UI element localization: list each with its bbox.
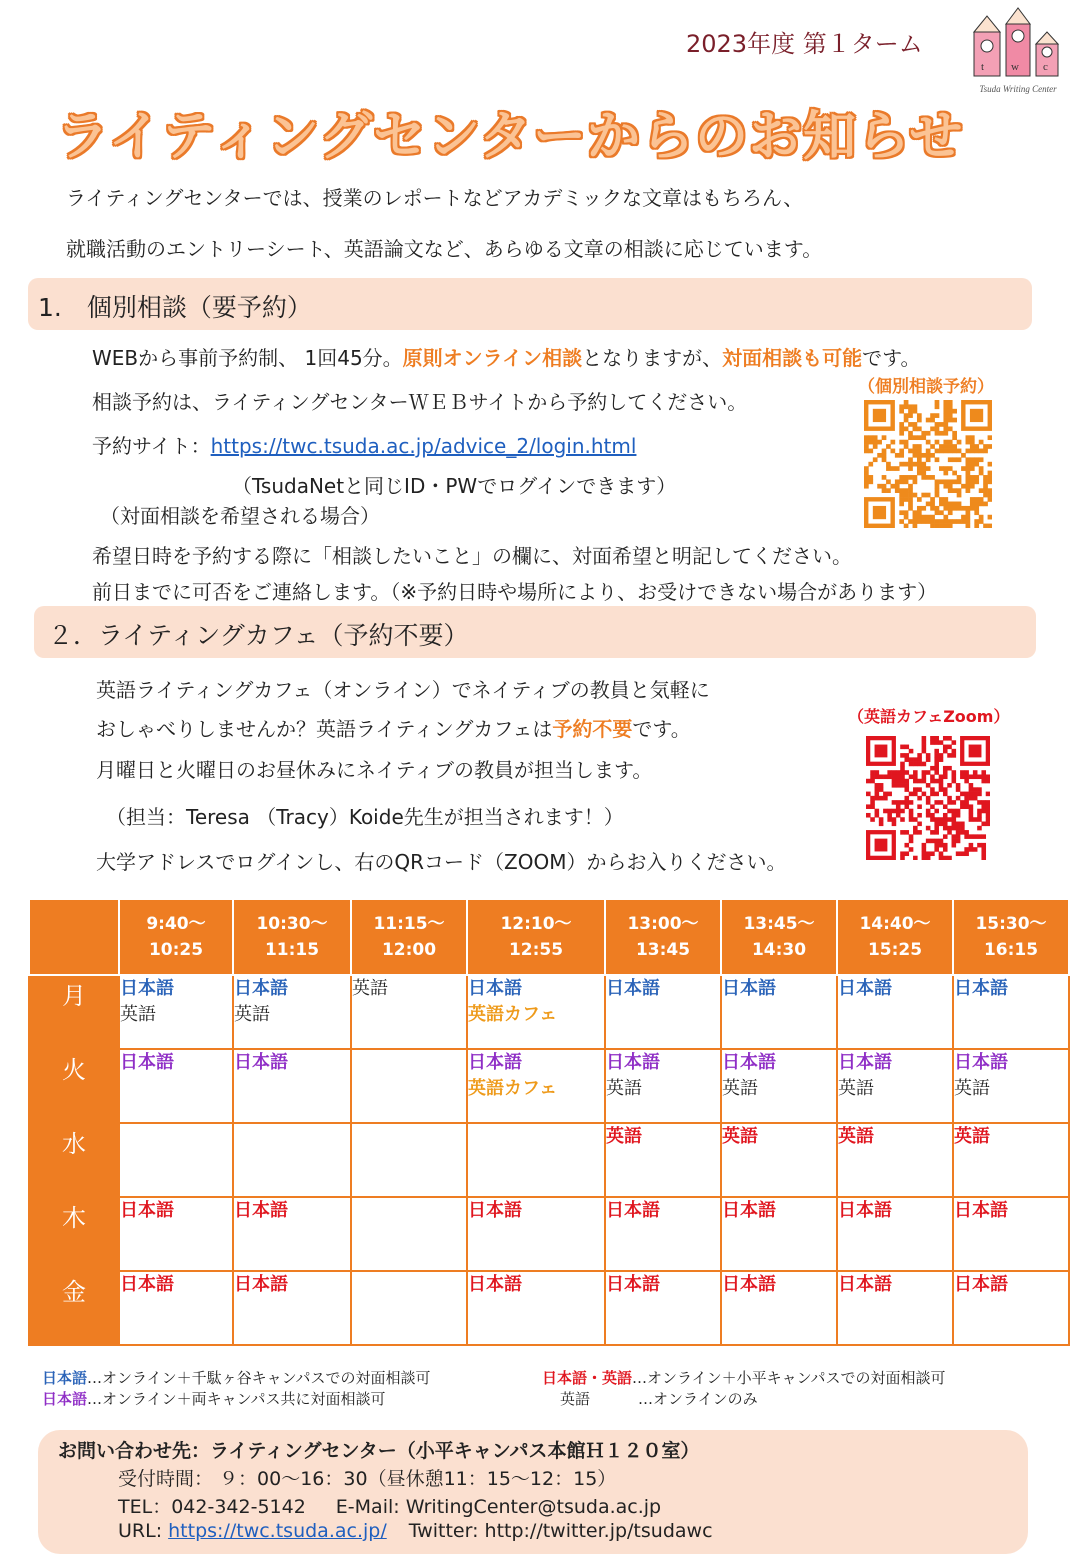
section1-band (28, 278, 1032, 330)
section2-line-5: 大学アドレスでログインし、右のQRコード（ZOOM）からお入りください。 (96, 850, 787, 874)
schedule-row (29, 1271, 1069, 1345)
schedule-header-row (29, 899, 1069, 975)
schedule-cell (233, 975, 351, 1049)
schedule-cell (351, 1197, 467, 1271)
schedule-cell (351, 1271, 467, 1345)
schedule-cell (837, 1049, 953, 1123)
slot-language: 日本語 (722, 978, 776, 999)
slot-language: 日本語 (606, 978, 660, 999)
section2-band (34, 606, 1036, 658)
contact-email[interactable]: E-Mail: WritingCenter@tsuda.ac.jp (335, 1496, 662, 1518)
schedule-cell (119, 1271, 233, 1345)
day-label: 金 (29, 1271, 119, 1345)
slot-language: 日本語 (468, 1274, 522, 1295)
schedule-cell (605, 1271, 721, 1345)
schedule-cell (119, 975, 233, 1049)
contact-heading: お問い合わせ先：ライティングセンター（小平キャンパス本館Ｈ１２０室） (58, 1440, 700, 1462)
schedule-cell (953, 1197, 1069, 1271)
slot-language: 日本語 (234, 978, 288, 999)
time-slot-header: 10:30～ 11:15 (233, 899, 351, 975)
slot-language: 日本語 (468, 978, 522, 999)
slot-language: 日本語 (954, 1200, 1008, 1221)
time-slot-header: 11:15～ 12:00 (351, 899, 467, 975)
contact-url-link[interactable]: https://twc.tsuda.ac.jp/ (168, 1520, 387, 1542)
slot-language: 日本語 (120, 1200, 174, 1221)
time-slot-header: 15:30～ 16:15 (953, 899, 1069, 975)
slot-language: 英語 (838, 1078, 874, 1099)
slot-language: 日本語 (120, 1052, 174, 1073)
slot-language: 英語 (722, 1126, 758, 1147)
legend-left (42, 1368, 431, 1410)
svg-text:c: c (1043, 61, 1048, 73)
slot-language: 日本語 (722, 1200, 776, 1221)
schedule-cell (605, 1049, 721, 1123)
slot-language: 日本語 (838, 978, 892, 999)
section1-line-6: 前日までに可否をご連絡します。（※予約日時や場所により、お受けできない場合があります） (92, 580, 938, 604)
time-slot-header: 9:40～ 10:25 (119, 899, 233, 975)
schedule-cell (605, 1197, 721, 1271)
schedule-row (29, 1197, 1069, 1271)
schedule-cell (953, 1271, 1069, 1345)
time-slot-header: 13:00～ 13:45 (605, 899, 721, 975)
day-label: 水 (29, 1123, 119, 1197)
schedule-cell (119, 1049, 233, 1123)
login-note: （TsudaNetと同じID・PWでログインできます） (232, 474, 677, 498)
legend-purple: 日本語…オンライン＋両キャンパス共に対面相談可 (42, 1390, 386, 1408)
day-label: 火 (29, 1049, 119, 1123)
schedule-cell (837, 975, 953, 1049)
section1-heading: 1. 個別相談（要予約） (38, 293, 312, 322)
slot-language: 英語 (606, 1078, 642, 1099)
time-slot-header: 14:40～ 15:25 (837, 899, 953, 975)
contact-twitter[interactable]: Twitter: http://twitter.jp/tsudawc (408, 1520, 713, 1542)
slot-language: 日本語 (838, 1274, 892, 1295)
schedule-cell (233, 1271, 351, 1345)
slot-language: 日本語 (234, 1200, 288, 1221)
schedule-cell (351, 1123, 467, 1197)
section1-line-5: 希望日時を予約する際に「相談したいこと」の欄に、対面希望と明記してください。 (92, 544, 852, 568)
schedule-cell (721, 1123, 837, 1197)
slot-language: 英語 (606, 1126, 642, 1147)
schedule-cell (467, 1197, 605, 1271)
day-label: 月 (29, 975, 119, 1049)
legend-red: 日本語・英語…オンライン＋小平キャンパスでの対面相談可 (542, 1369, 946, 1387)
section2-line-2: おしゃべりしませんか？英語ライティングカフェは予約不要です。 (96, 717, 691, 741)
section2-heading: ２．ライティングカフェ（予約不要） (48, 621, 469, 650)
contact-hours: 受付時間： ９：00～16：30（昼休憩11：15～12：15） (118, 1468, 617, 1490)
svg-text:w: w (1011, 61, 1019, 73)
inperson-label: （対面相談を希望される場合） (100, 504, 380, 528)
section1-line-2: 相談予約は、ライティングセンターＷＥＢサイトから予約してください。 (92, 390, 748, 414)
slot-language: 英語カフェ (468, 1078, 558, 1099)
schedule-cell (119, 1197, 233, 1271)
schedule-cell (721, 1197, 837, 1271)
contact-box (38, 1430, 1028, 1554)
legend-plain: 英語 …オンラインのみ (560, 1390, 758, 1408)
qr-label-zoom: （英語カフェZoom） (848, 707, 1010, 726)
slot-language: 日本語 (606, 1274, 660, 1295)
qr-code-reservation[interactable] (864, 400, 992, 528)
schedule-cell (351, 975, 467, 1049)
slot-language: 英語 (234, 1004, 270, 1025)
slot-language: 日本語 (606, 1200, 660, 1221)
slot-language: 日本語 (234, 1052, 288, 1073)
page-title: ライティングセンターからのお知らせ (56, 106, 964, 167)
schedule-cell (233, 1049, 351, 1123)
schedule-table (28, 898, 1070, 1346)
intro-line-1: ライティングセンターでは、授業のレポートなどアカデミックな文章はもちろん、 (66, 186, 804, 210)
slot-language: 英語 (838, 1126, 874, 1147)
slot-language: 英語 (120, 1004, 156, 1025)
intro-line-2: 就職活動のエントリーシート、英語論文など、あらゆる文章の相談に応じています。 (66, 237, 823, 261)
section2-line-3: 月曜日と火曜日のお昼休みにネイティブの教員が担当します。 (96, 758, 653, 782)
slot-language: 日本語 (606, 1052, 660, 1073)
slot-language: 日本語 (954, 1274, 1008, 1295)
schedule-cell (467, 1049, 605, 1123)
slot-language: 英語 (722, 1078, 758, 1099)
section2-line-4: （担当：Teresa （Tracy）Koide先生が担当されます！） (106, 805, 624, 829)
schedule-row (29, 1123, 1069, 1197)
slot-language: 英語 (954, 1078, 990, 1099)
qr-label-reservation: （個別相談予約） (858, 377, 994, 397)
slot-language: 日本語 (838, 1052, 892, 1073)
slot-language: 日本語 (838, 1200, 892, 1221)
day-label: 木 (29, 1197, 119, 1271)
schedule-row (29, 1049, 1069, 1123)
term-label: 2023年度 第１ターム (686, 30, 923, 58)
logo-caption: Tsuda Writing Center (979, 84, 1057, 94)
twc-logo (966, 6, 1070, 98)
slot-language: 日本語 (120, 978, 174, 999)
slot-language: 英語カフェ (468, 1004, 558, 1025)
legend-blue: 日本語…オンライン＋千駄ヶ谷キャンパスでの対面相談可 (42, 1369, 431, 1387)
schedule-cell (605, 1123, 721, 1197)
slot-language: 英語 (352, 978, 388, 999)
schedule-cell (953, 975, 1069, 1049)
schedule-corner (29, 899, 119, 975)
schedule-cell (233, 1197, 351, 1271)
contact-tel-email (118, 1492, 661, 1519)
svg-text:t: t (981, 61, 985, 73)
slot-language: 日本語 (468, 1052, 522, 1073)
slot-language: 日本語 (120, 1274, 174, 1295)
site-label: 予約サイト： (92, 434, 211, 458)
schedule-cell (721, 975, 837, 1049)
legend-right (542, 1368, 946, 1410)
schedule-cell (837, 1123, 953, 1197)
slot-language: 日本語 (234, 1274, 288, 1295)
qr-code-zoom[interactable] (866, 736, 990, 860)
section2-line-1: 英語ライティングカフェ（オンライン）でネイティブの教員と気軽に (96, 678, 710, 702)
contact-url-twitter: URL: https://twc.tsuda.ac.jp/ Twitter: http://twitter.jp/tsudawc (118, 1520, 713, 1542)
schedule-cell (837, 1271, 953, 1345)
schedule-cell (953, 1123, 1069, 1197)
schedule-cell (351, 1049, 467, 1123)
slot-language: 日本語 (468, 1200, 522, 1221)
schedule-cell (233, 1123, 351, 1197)
time-slot-header: 12:10～ 12:55 (467, 899, 605, 975)
schedule-cell (467, 975, 605, 1049)
section1-line-1: WEBから事前予約制、 1回45分。原則オンライン相談となりますが、対面相談も可能です。 (92, 346, 921, 370)
schedule-cell (721, 1049, 837, 1123)
reservation-site (92, 430, 636, 459)
contact-tel: TEL：042-342-5142 (118, 1496, 306, 1518)
schedule-cell (467, 1271, 605, 1345)
slot-language: 日本語 (954, 978, 1008, 999)
slot-language: 日本語 (722, 1274, 776, 1295)
schedule-cell (953, 1049, 1069, 1123)
schedule-cell (605, 975, 721, 1049)
schedule-row (29, 975, 1069, 1049)
schedule-cell (721, 1271, 837, 1345)
schedule-cell (467, 1123, 605, 1197)
time-slot-header: 13:45～ 14:30 (721, 899, 837, 975)
slot-language: 英語 (954, 1126, 990, 1147)
slot-language: 日本語 (954, 1052, 1008, 1073)
slot-language: 日本語 (722, 1052, 776, 1073)
schedule-cell (837, 1197, 953, 1271)
reservation-link[interactable]: https://twc.tsuda.ac.jp/advice_2/login.html (210, 434, 637, 458)
schedule-cell (119, 1123, 233, 1197)
